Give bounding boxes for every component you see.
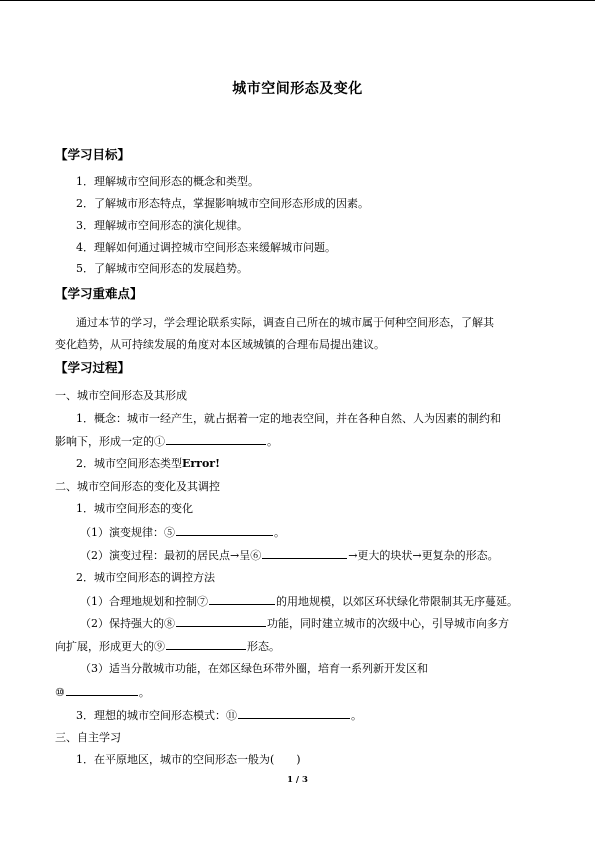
text: 。 xyxy=(274,526,285,539)
subsection-title: 三、自主学习 xyxy=(55,731,121,744)
goal-item: 1．理解城市空间形态的概念和类型。 xyxy=(76,175,259,188)
text: （1）演变规律：⑤ xyxy=(80,526,175,539)
fill-blank-line xyxy=(80,546,595,564)
goal-item: 5．了解城市空间形态的发展趋势。 xyxy=(76,262,248,275)
text: 。 xyxy=(351,709,362,722)
key-paragraph-line: 变化趋势，从可持续发展的角度对本区域城镇的合理布局提出建议。 xyxy=(55,338,385,351)
text: （2）演变过程：最初的居民点→呈⑥ xyxy=(80,549,262,562)
text: 2．城市空间形态类型 xyxy=(76,457,182,470)
text: 的用地规模，以郊区环状绿化带限制其无序蔓延。 xyxy=(276,595,518,608)
text: （1）合理地规划和控制⑦ xyxy=(80,595,208,608)
text: 形态。 xyxy=(247,640,280,653)
fill-blank-line xyxy=(55,683,595,701)
text-line: 1．城市空间形态的变化 xyxy=(76,502,193,515)
fill-blank-line xyxy=(80,614,595,632)
key-paragraph-line: 通过本节的学习，学会理论联系实际，调查自己所在的城市属于何种空间形态，了解其 xyxy=(76,316,494,329)
subsection-title: 一、城市空间形态及其形成 xyxy=(55,389,187,402)
text: 向扩展，形成更大的⑨ xyxy=(55,640,165,653)
text: 功能，同时建立城市的次级中心，引导城市向多方 xyxy=(267,617,509,630)
text-line: 2．城市空间形态的调控方法 xyxy=(76,571,215,584)
answer-blank-7[interactable] xyxy=(209,592,275,605)
section-heading-goals: 【学习目标】 xyxy=(55,147,131,162)
answer-blank-1[interactable] xyxy=(166,432,266,445)
text-line xyxy=(76,455,595,473)
text: （2）保持强大的⑧ xyxy=(80,617,175,630)
subsection-title: 二、城市空间形态的变化及其调控 xyxy=(55,480,220,493)
text-line: 1．概念：城市一经产生，就占据着一定的地表空间，并在各种自然、人为因素的制约和 xyxy=(76,412,501,425)
answer-blank-6[interactable] xyxy=(262,546,347,559)
text: 。 xyxy=(267,435,278,448)
page-number: 1 / 3 xyxy=(287,775,308,785)
answer-blank-10[interactable] xyxy=(66,683,138,696)
answer-blank-9[interactable] xyxy=(166,637,246,650)
fill-blank-line xyxy=(55,432,595,450)
fill-blank-line xyxy=(76,706,595,724)
text-line: （3）适当分散城市功能，在郊区绿色环带外圈，培育一系列新开发区和 xyxy=(80,662,428,675)
top-border xyxy=(0,0,595,1)
text: →更大的块状→更复杂的形态。 xyxy=(348,549,499,562)
section-heading-process: 【学习过程】 xyxy=(55,360,131,375)
goal-item: 3．理解城市空间形态的演化规律。 xyxy=(76,219,248,232)
text: ⑩ xyxy=(55,686,65,699)
text: 影响下，形成一定的① xyxy=(55,435,165,448)
text: 。 xyxy=(138,686,150,699)
goal-item: 2．了解城市形态特点，掌握影响城市空间形态形成的因素。 xyxy=(76,197,369,210)
answer-blank-5[interactable] xyxy=(176,523,273,536)
answer-blank-11[interactable] xyxy=(238,706,350,719)
answer-blank-8[interactable] xyxy=(176,614,266,627)
goal-item: 4．理解如何通过调控城市空间形态来缓解城市问题。 xyxy=(76,241,336,254)
question-line: 1．在平原地区，城市的空间形态一般为( ) xyxy=(76,753,301,766)
error-text: Error! xyxy=(182,457,220,470)
section-heading-key: 【学习重难点】 xyxy=(55,286,143,301)
fill-blank-line xyxy=(80,523,595,541)
fill-blank-line xyxy=(55,637,595,655)
fill-blank-line xyxy=(80,592,595,610)
page-title: 城市空间形态及变化 xyxy=(232,81,363,97)
text: 3．理想的城市空间形态模式：⑪ xyxy=(76,709,237,722)
